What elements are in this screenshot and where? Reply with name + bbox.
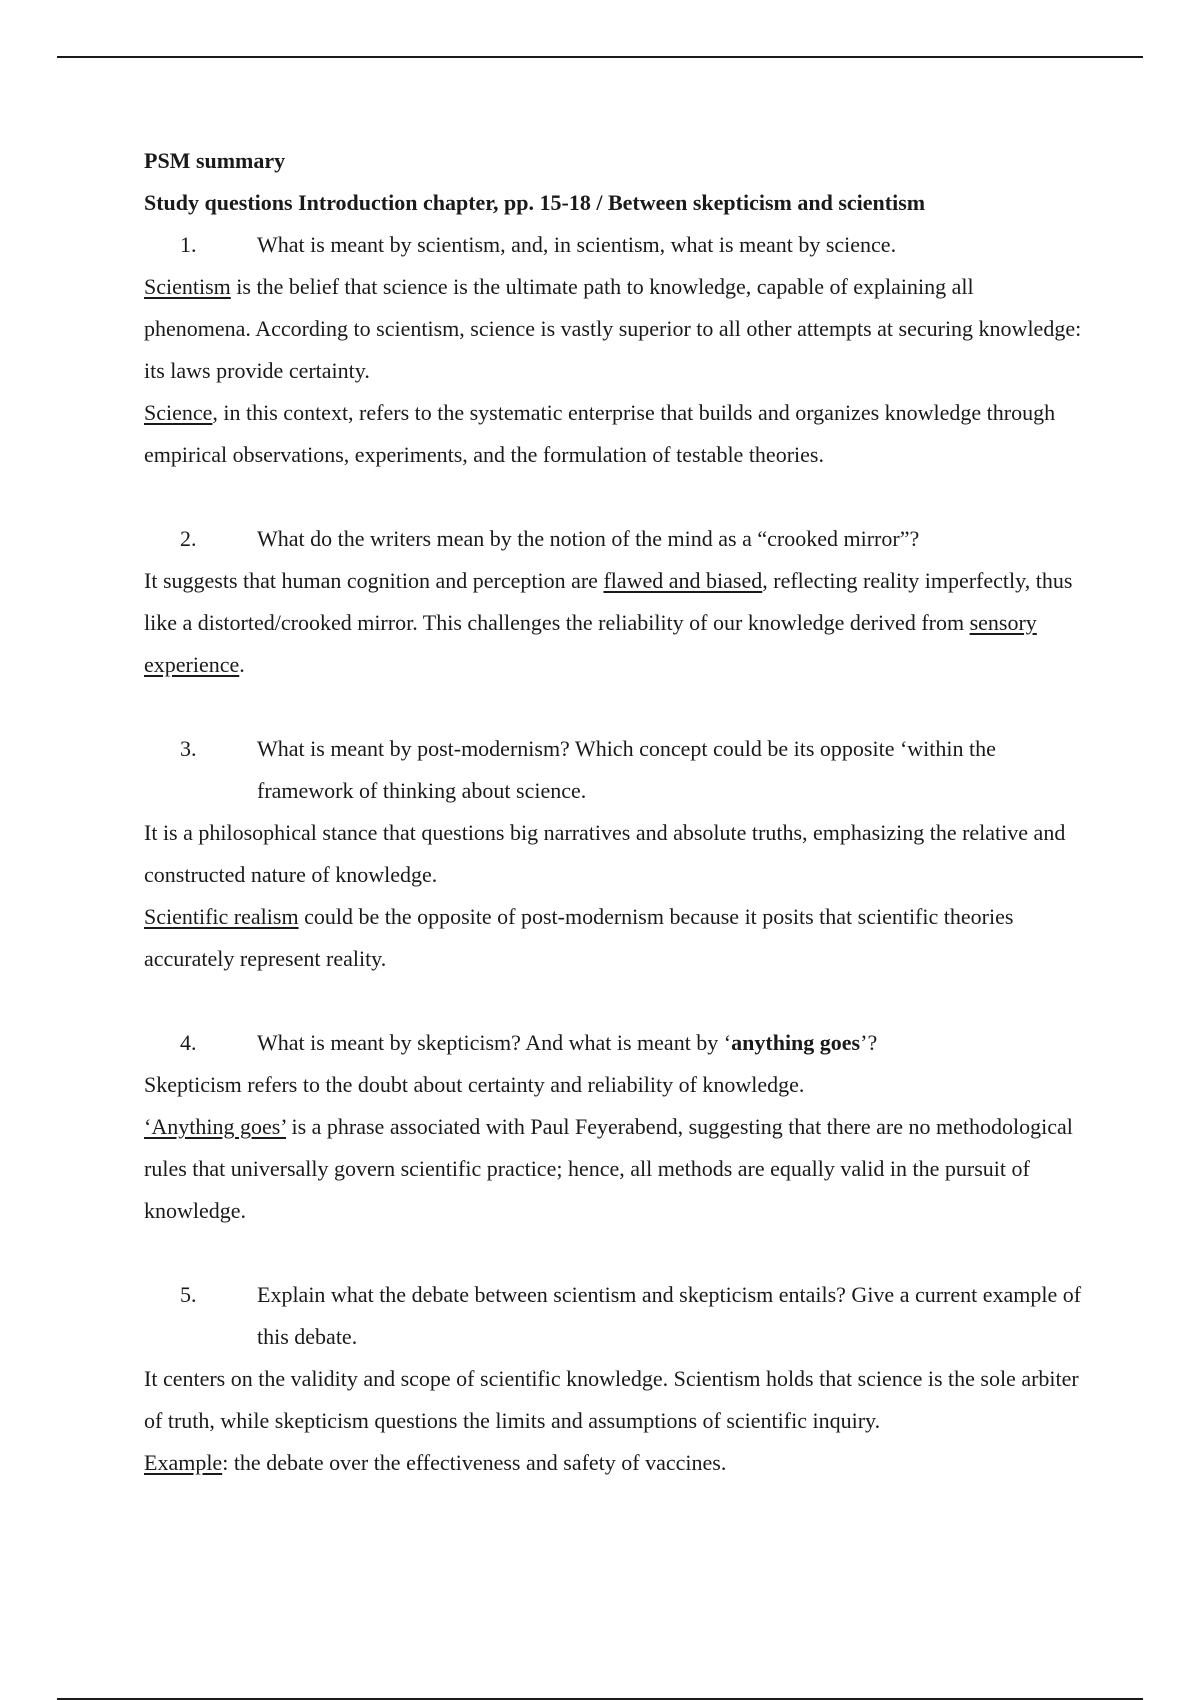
answer-text: . (239, 652, 245, 677)
question-text: What is meant by post-modernism? Which concept could be its opposite ‘within the framework of thinking about science. (257, 736, 996, 803)
answer-2 (144, 560, 1084, 686)
answer-text: : the debate over the effectiveness and safety of vaccines. (222, 1450, 727, 1475)
answer-text: , reflecting reality imperfectly, thus like a distorted/crooked mirror. This challenges the reliability of our knowledge derived from (144, 568, 1073, 635)
question-2 (144, 518, 1084, 560)
question-text: What do the writers mean by the notion of the mind as a “crooked mirror”? (257, 526, 920, 551)
answer-3-postmodernism: It is a philosophical stance that questions big narratives and absolute truths, emphasizing the relative and constructed nature of knowledge. (144, 820, 1066, 887)
question-text: Explain what the debate between scientism and skepticism entails? Give a current example of this debate. (257, 1282, 1082, 1349)
answer-text: It suggests that human cognition and perception are (144, 568, 604, 593)
term-anything-goes: ‘Anything goes’ (144, 1114, 286, 1139)
question-number: 1. (180, 232, 197, 257)
question-1 (144, 224, 1084, 266)
answer-4-anything-goes (144, 1106, 1084, 1232)
answer-text: could be the opposite of post-modernism because it posits that scientific theories accurately represent reality. (144, 904, 1014, 971)
question-number: 2. (180, 526, 197, 551)
term-science: Science (144, 400, 213, 425)
term-scientism: Scientism (144, 274, 231, 299)
question-number: 4. (180, 1030, 197, 1055)
answer-text: is a phrase associated with Paul Feyerabend, suggesting that there are no methodological rules that universally govern scientific practice; hence, all methods are equally valid in the pursuit of knowledge. (144, 1114, 1073, 1223)
question-4 (144, 1022, 1084, 1064)
answer-5-debate: It centers on the validity and scope of scientific knowledge. Scientism holds that science is the sole arbiter of truth, while skepticism questions the limits and assumptions of scientific inquiry. (144, 1366, 1079, 1433)
term-flawed-and-biased: flawed and biased (603, 568, 763, 593)
question-text: What is meant by skepticism? And what is meant by ‘anything goes’? (257, 1030, 878, 1055)
answer-1-scientism (144, 266, 1084, 392)
document-title: PSM summary (144, 148, 286, 173)
answer-1-science (144, 392, 1084, 476)
question-5 (144, 1274, 1084, 1358)
document-subtitle: Study questions Introduction chapter, pp. 15-18 / Between skepticism and scientism (144, 190, 926, 215)
answer-text: , in this context, refers to the systematic enterprise that builds and organizes knowledge through empirical observations, experiments, and the formulation of testable theories. (144, 400, 1056, 467)
answer-5-example (144, 1442, 1084, 1484)
term-sensory-experience: sensory experience (144, 610, 1037, 677)
term-anything-goes-bold: anything goes (731, 1030, 861, 1055)
question-3 (144, 728, 1084, 812)
question-number: 3. (180, 736, 197, 761)
term-example: Example (144, 1450, 223, 1475)
term-scientific-realism: Scientific realism (144, 904, 299, 929)
answer-3-realism (144, 896, 1084, 980)
answer-text: is the belief that science is the ultimate path to knowledge, capable of explaining all phenomena. According to scientism, science is vastly superior to all other attempts at securing knowledge: its laws provide certainty. (144, 274, 1082, 383)
question-text: What is meant by scientism, and, in scientism, what is meant by science. (257, 232, 897, 257)
answer-4-skepticism: Skepticism refers to the doubt about certainty and reliability of knowledge. (144, 1072, 805, 1097)
question-number: 5. (180, 1282, 197, 1307)
document-body (144, 140, 1084, 1484)
header-rule (57, 56, 1143, 58)
